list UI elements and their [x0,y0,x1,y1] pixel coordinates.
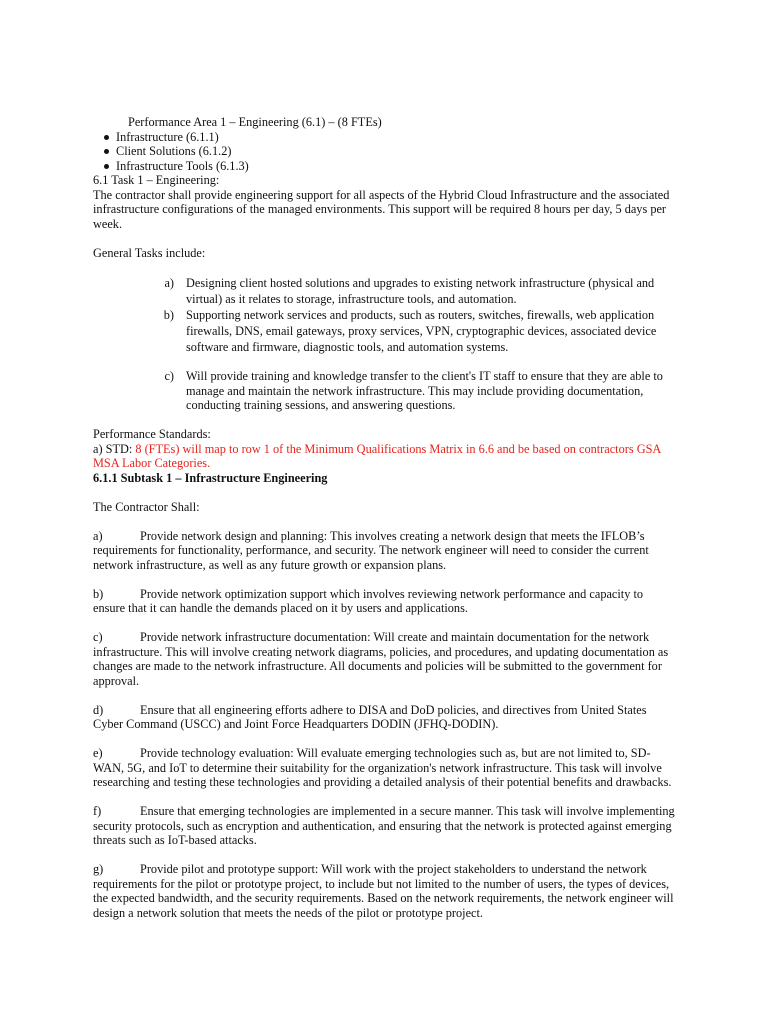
item-marker: e) [93,746,103,760]
item-text: Provide network infrastructure documentation: Will create and maintain documentation for the network infrastructure. This will involve creating network diagrams, policies, and procedures, and updating documentation as changes are made to the network infrastructure. All documents and policies will be submitted to the government for approval. [93,630,669,688]
task-description: The contractor shall provide engineering support for all aspects of the Hybrid Cloud Infrastructure and the associated infrastructure configurations of the managed environments. This support will be required 8 hours per day, 5 days per week. [93,187,670,231]
performance-area-bullets [93,130,678,174]
item-text: Provide network optimization support which involves reviewing network performance and capacity to ensure that it can handle the demands placed on it by users and applications. [93,586,644,615]
item-marker: c) [93,630,103,644]
item-text: Provide technology evaluation: Will evaluate emerging technologies such as, but are not limited to, SD-WAN, 5G, and IoT to determine their suitability for the organization's network infrastructure. This task will involve researching and testing these technologies and providing a detailed analysis of their potential benefits and drawbacks. [93,746,672,789]
bullet-item: Client Solutions (6.1.2) [116,144,678,159]
item-marker: f) [93,804,102,818]
std-prefix: a) STD: [93,441,136,456]
performance-standards-label: Performance Standards: [93,427,211,441]
performance-area-heading: Performance Area 1 – Engineering (6.1) – (8 FTEs) [128,115,382,129]
item-text: Provide pilot and prototype support: Will work with the project stakeholders to understand the network requirements for the pilot or prototype project, to include but not limited to the number of users, the types of devices, the expected bandwidth, and the security requirements. Based on the network requirements, the network engineer will design a network solution that meets the needs of the pilot or prototype project. [93,862,674,920]
task-title: 6.1 Task 1 – Engineering: [93,173,220,187]
std-text: 8 (FTEs) will map to row 1 of the Minimum Qualifications Matrix in 6.6 and be based on contractors GSA MSA Labor Categories. [93,441,661,470]
subtask-title: 6.1.1 Subtask 1 – Infrastructure Engineering [93,470,328,485]
general-tasks-label: General Tasks include: [93,245,206,260]
bullet-item: Infrastructure (6.1.1) [116,130,678,145]
performance-standard-std [93,442,678,471]
item-text: Designing client hosted solutions and upgrades to existing network infrastructure (physical and virtual) as it relates to storage, infrastructure tools, and automation. [186,275,655,306]
document-body [93,115,678,920]
subtask-item [93,630,678,688]
item-marker: c) [164,369,174,383]
subtask-item [93,804,678,848]
bullet-item: Infrastructure Tools (6.1.3) [116,159,678,174]
item-marker: d) [93,702,104,717]
item-text: Provide network design and planning: This involves creating a network design that meets the IFLOB’s requirements for functionality, performance, and security. The network engineer will need to consider the current network infrastructure, as well as any future growth or expansion plans. [93,528,649,572]
subtask-item [93,746,678,790]
item-marker: b) [93,586,104,601]
item-text: Supporting network services and products, such as routers, switches, firewalls, web application firewalls, DNS, email gateways, proxy services, VPN, cryptographic devices, associated device software and firmware, diagnostic tools, and automation systems. [186,307,657,354]
subtask-item [93,587,678,616]
item-text: Will provide training and knowledge transfer to the client's IT staff to ensure that they are able to manage and maintain the network infrastructure. This may include providing documentation, conducting training sessions, and answering questions. [186,369,663,412]
item-marker: a) [164,275,174,290]
item-marker: a) [93,528,103,543]
general-task-item [93,275,678,307]
item-marker: b) [163,307,174,322]
general-task-item [93,307,678,355]
item-marker: g) [93,862,104,876]
subtask-item [93,862,678,920]
subtask-item [93,703,678,732]
subtask-item [93,529,678,573]
subtask-intro: The Contractor Shall: [93,499,200,514]
item-text: Ensure that emerging technologies are implemented in a secure manner. This task will involve implementing security protocols, such as encryption and authentication, and ensuring that the network is protected against emerging threats such as IoT-based attacks. [93,804,675,847]
general-task-item [93,369,678,413]
item-text: Ensure that all engineering efforts adhere to DISA and DoD policies, and directives from United States Cyber Command (USCC) and Joint Force Headquarters DODIN (JFHQ-DODIN). [93,702,647,731]
